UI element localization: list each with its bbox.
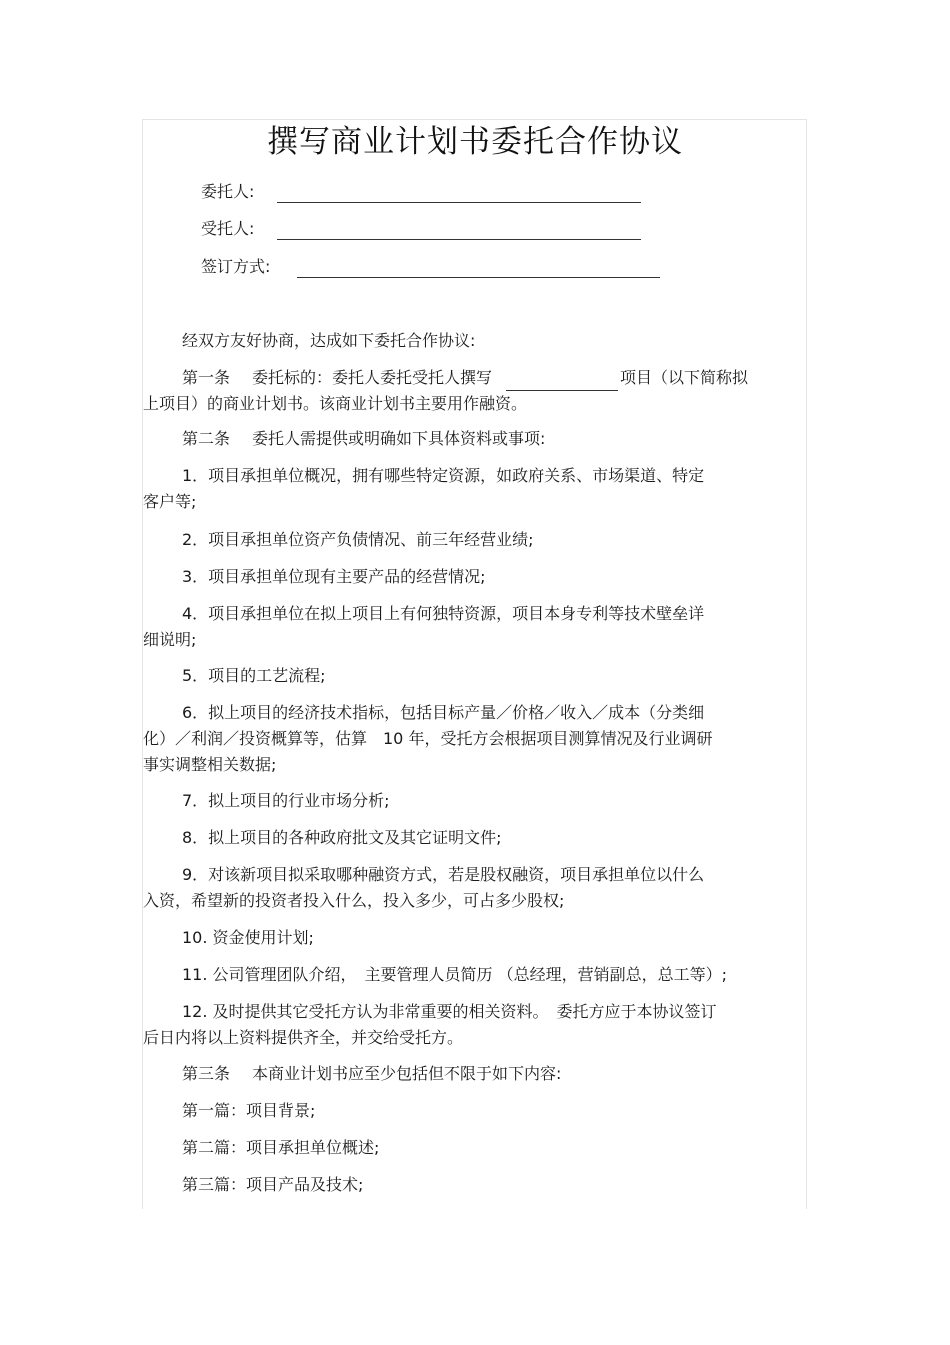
list-item-5: 5．项目的工艺流程; [182, 666, 326, 685]
list-item-12: 12. 及时提供其它受托方认为非常重要的相关资料。 委托方应于本协议签订 后日内将以上资料提供齐全，并交给受托方。 [143, 1002, 717, 1047]
list-item-2: 2．项目承担单位资产负债情况、前三年经营业绩; [182, 530, 534, 549]
article-3 [143, 1061, 803, 1087]
article-1 [143, 365, 803, 417]
article-1-text-a: 委托标的：委托人委托受托人撰写 [252, 368, 493, 387]
article-2 [143, 426, 803, 452]
list-item-10: 10. 资金使用计划; [182, 928, 314, 947]
list-item-8: 8．拟上项目的各种政府批文及其它证明文件; [182, 828, 502, 847]
article-2-heading: 第二条 [182, 429, 231, 448]
agent-row [201, 218, 661, 244]
chapter-3: 第三篇：项目产品及技术; [182, 1175, 364, 1194]
list-item-9: 9．对该新项目拟采取哪种融资方式，若是股权融资，项目承担单位以什么 入资，希望新的投资者投入什么，投入多少，可占多少股权; [143, 865, 705, 910]
client-label: 委托人: [201, 182, 255, 201]
client-signature-line [277, 202, 641, 203]
list-item-4: 4．项目承担单位在拟上项目上有何独特资源，项目本身专利等技术壁垒详 细说明; [143, 604, 705, 649]
article-3-heading: 第三条 [182, 1064, 231, 1083]
agent-label: 受托人: [201, 219, 255, 238]
list-item-7: 7．拟上项目的行业市场分析; [182, 791, 390, 810]
document-title: 撰写商业计划书委托合作协议 [267, 124, 683, 160]
article-3-text: 本商业计划书应至少包括但不限于如下内容: [252, 1064, 562, 1083]
signing-label: 签订方式: [201, 257, 271, 276]
project-name-blank [506, 372, 618, 391]
article-1-text-b: 项目（以下简称拟 [620, 368, 749, 387]
signing-row [201, 256, 671, 282]
agent-signature-line [277, 239, 641, 240]
list-item-11: 11. 公司管理团队介绍， 主要管理人员简历 （总经理，营销副总，总工等）; [182, 965, 728, 984]
list-item-3: 3．项目承担单位现有主要产品的经营情况; [182, 567, 486, 586]
intro-paragraph: 经双方友好协商，达成如下委托合作协议: [182, 331, 476, 350]
list-item-6: 6．拟上项目的经济技术指标，包括目标产量／价格／收入／成本（分类细 化）／利润／投资概算等，估算 10 年，受托方会根据项目测算情况及行业调研 事实调整相关数据; [143, 703, 713, 774]
article-1-heading: 第一条 [182, 368, 231, 387]
chapter-1: 第一篇：项目背景; [182, 1101, 316, 1120]
article-2-text: 委托人需提供或明确如下具体资料或事项: [252, 429, 546, 448]
chapter-2: 第二篇：项目承担单位概述; [182, 1138, 380, 1157]
list-item-1: 1．项目承担单位概况，拥有哪些特定资源，如政府关系、市场渠道、特定 客户等; [143, 466, 705, 511]
client-row [201, 181, 661, 207]
signing-line [297, 277, 660, 278]
article-1-line-2: 上项目）的商业计划书。该商业计划书主要用作融资。 [143, 394, 528, 413]
